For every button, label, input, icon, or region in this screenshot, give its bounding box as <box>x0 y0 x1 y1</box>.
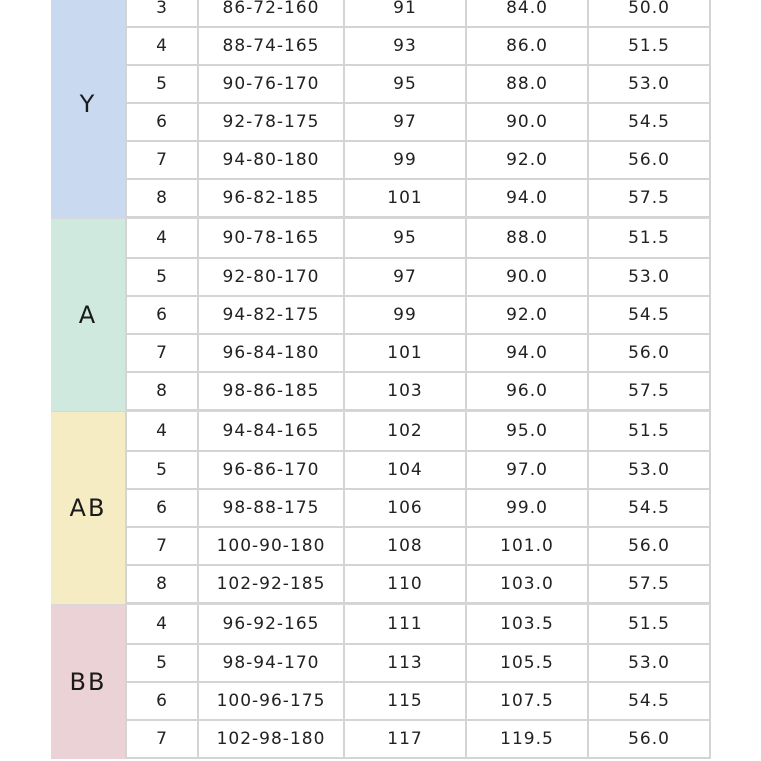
measurement-cell: 100-96-175 <box>199 683 345 719</box>
value-cell: 108 <box>345 528 467 564</box>
measurement-cell: 86-72-160 <box>199 0 345 26</box>
size-number-cell: 5 <box>127 452 199 488</box>
value-cell: 119.5 <box>467 721 589 757</box>
value-cell: 53.0 <box>628 267 670 287</box>
size-number-cell: 7 <box>127 142 199 178</box>
value-cell: 57.5 <box>628 188 670 208</box>
measurement-cell: 96-92-165 <box>199 605 345 643</box>
value-cell: 95 <box>345 66 467 102</box>
value-cell: 97.0 <box>467 452 589 488</box>
value-cell: 56.0 <box>628 536 670 556</box>
value-cell: 95 <box>345 219 467 257</box>
value-cell: 105.5 <box>467 645 589 681</box>
value-cell: 113 <box>345 645 467 681</box>
value-cell: 106 <box>345 490 467 526</box>
table-row <box>125 66 711 104</box>
size-group <box>51 0 711 218</box>
size-number-cell: 4 <box>127 605 199 643</box>
measurement-cell: 98-88-175 <box>199 490 345 526</box>
size-number-cell: 5 <box>127 645 199 681</box>
size-number-cell: 8 <box>127 373 199 409</box>
value-cell: 54.5 <box>628 691 670 711</box>
measurement-cell: 96-86-170 <box>199 452 345 488</box>
group-label: A <box>51 219 125 411</box>
size-number-cell: 8 <box>127 566 199 602</box>
measurement-cell: 96-84-180 <box>199 335 345 371</box>
value-cell: 97 <box>345 259 467 295</box>
value-cell: 110 <box>345 566 467 602</box>
table-row <box>125 180 711 218</box>
value-cell: 101.0 <box>467 528 589 564</box>
size-number-cell: 4 <box>127 412 199 450</box>
value-cell: 92.0 <box>467 297 589 333</box>
value-cell: 115 <box>345 683 467 719</box>
value-cell: 51.5 <box>628 36 670 56</box>
measurement-cell: 90-76-170 <box>199 66 345 102</box>
value-cell: 86.0 <box>467 28 589 64</box>
size-group <box>51 218 711 411</box>
value-cell: 97 <box>345 104 467 140</box>
group-label: BB <box>51 605 125 759</box>
table-row <box>125 452 711 490</box>
table-row <box>125 335 711 373</box>
value-cell: 103.0 <box>467 566 589 602</box>
table-row <box>125 259 711 297</box>
measurement-cell: 98-94-170 <box>199 645 345 681</box>
value-cell: 88.0 <box>467 66 589 102</box>
value-cell: 84.0 <box>467 0 589 26</box>
measurement-cell: 94-84-165 <box>199 412 345 450</box>
size-number-cell: 6 <box>127 490 199 526</box>
table-row <box>125 142 711 180</box>
value-cell: 54.5 <box>628 305 670 325</box>
table-row <box>125 104 711 142</box>
size-number-cell: 4 <box>127 28 199 64</box>
value-cell: 54.5 <box>628 498 670 518</box>
value-cell: 56.0 <box>628 729 670 749</box>
table-row <box>125 373 711 411</box>
value-cell: 51.5 <box>628 421 670 441</box>
measurement-cell: 92-78-175 <box>199 104 345 140</box>
value-cell: 111 <box>345 605 467 643</box>
size-number-cell: 3 <box>127 0 199 26</box>
size-number-cell: 7 <box>127 335 199 371</box>
value-cell: 51.5 <box>628 614 670 634</box>
value-cell: 102 <box>345 412 467 450</box>
size-number-cell: 8 <box>127 180 199 216</box>
value-cell: 56.0 <box>628 150 670 170</box>
table-row <box>125 28 711 66</box>
group-label: AB <box>51 412 125 604</box>
table-row <box>125 412 711 452</box>
size-number-cell: 5 <box>127 66 199 102</box>
table-row <box>125 566 711 604</box>
value-cell: 50.0 <box>628 0 670 18</box>
value-cell: 90.0 <box>467 259 589 295</box>
value-cell: 96.0 <box>467 373 589 409</box>
measurement-cell: 92-80-170 <box>199 259 345 295</box>
table-row <box>125 297 711 335</box>
value-cell: 99 <box>345 297 467 333</box>
measurement-cell: 98-86-185 <box>199 373 345 409</box>
size-number-cell: 7 <box>127 721 199 757</box>
size-number-cell: 4 <box>127 219 199 257</box>
measurement-cell: 90-78-165 <box>199 219 345 257</box>
value-cell: 107.5 <box>467 683 589 719</box>
table-row <box>125 605 711 645</box>
value-cell: 99 <box>345 142 467 178</box>
measurement-cell: 100-90-180 <box>199 528 345 564</box>
value-cell: 101 <box>345 335 467 371</box>
measurement-cell: 94-80-180 <box>199 142 345 178</box>
value-cell: 117 <box>345 721 467 757</box>
size-group <box>51 604 711 759</box>
value-cell: 57.5 <box>628 381 670 401</box>
value-cell: 56.0 <box>628 343 670 363</box>
value-cell: 53.0 <box>628 74 670 94</box>
size-number-cell: 6 <box>127 683 199 719</box>
size-number-cell: 5 <box>127 259 199 295</box>
measurement-cell: 88-74-165 <box>199 28 345 64</box>
size-table <box>51 0 711 759</box>
table-row <box>125 528 711 566</box>
table-row <box>125 219 711 259</box>
value-cell: 90.0 <box>467 104 589 140</box>
value-cell: 94.0 <box>467 180 589 216</box>
value-cell: 95.0 <box>467 412 589 450</box>
value-cell: 57.5 <box>628 574 670 594</box>
size-number-cell: 6 <box>127 297 199 333</box>
value-cell: 92.0 <box>467 142 589 178</box>
value-cell: 99.0 <box>467 490 589 526</box>
measurement-cell: 102-98-180 <box>199 721 345 757</box>
value-cell: 53.0 <box>628 460 670 480</box>
value-cell: 104 <box>345 452 467 488</box>
value-cell: 103.5 <box>467 605 589 643</box>
group-label: Y <box>51 0 125 218</box>
measurement-cell: 96-82-185 <box>199 180 345 216</box>
value-cell: 93 <box>345 28 467 64</box>
value-cell: 54.5 <box>628 112 670 132</box>
size-number-cell: 6 <box>127 104 199 140</box>
value-cell: 94.0 <box>467 335 589 371</box>
value-cell: 53.0 <box>628 653 670 673</box>
value-cell: 103 <box>345 373 467 409</box>
size-group <box>51 411 711 604</box>
value-cell: 51.5 <box>628 228 670 248</box>
value-cell: 91 <box>345 0 467 26</box>
table-row <box>125 0 711 28</box>
table-row <box>125 721 711 759</box>
value-cell: 88.0 <box>467 219 589 257</box>
table-row <box>125 490 711 528</box>
value-cell: 101 <box>345 180 467 216</box>
table-row <box>125 645 711 683</box>
measurement-cell: 94-82-175 <box>199 297 345 333</box>
size-number-cell: 7 <box>127 528 199 564</box>
measurement-cell: 102-92-185 <box>199 566 345 602</box>
table-row <box>125 683 711 721</box>
